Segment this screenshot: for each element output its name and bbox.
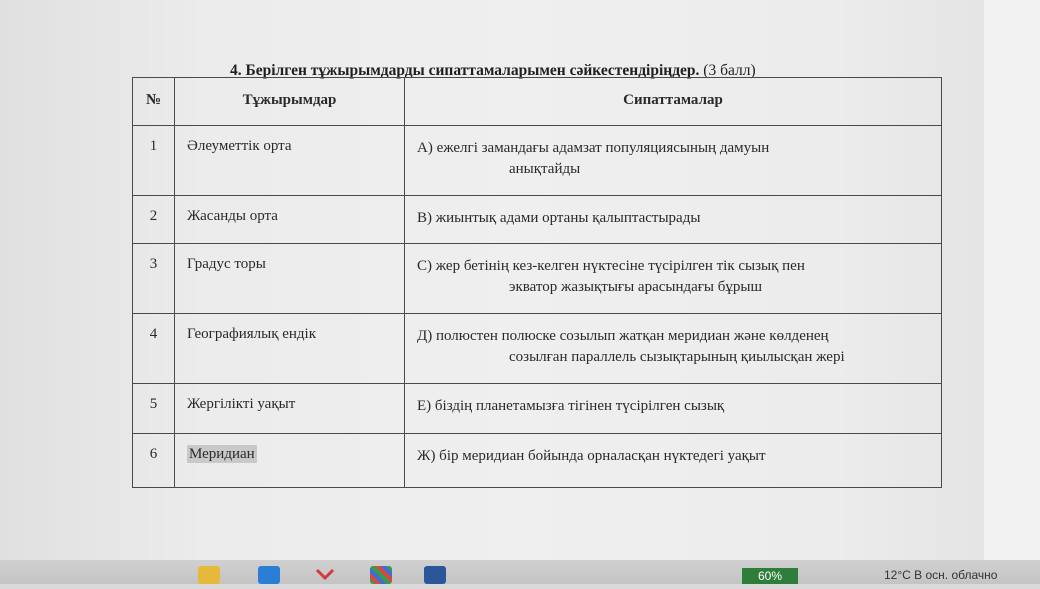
battery-indicator[interactable]: 60% bbox=[742, 568, 798, 584]
row-description bbox=[405, 126, 942, 196]
task-number: 4. bbox=[230, 62, 242, 79]
row-description bbox=[405, 384, 942, 434]
table-row bbox=[133, 244, 942, 314]
taskbar bbox=[0, 560, 1040, 584]
matching-table bbox=[132, 77, 942, 488]
table-row bbox=[133, 434, 942, 488]
table-row bbox=[133, 196, 942, 244]
row-statement: Градус торы bbox=[175, 244, 405, 314]
header-descriptions: Сипаттамалар bbox=[405, 78, 942, 126]
row-statement: Жасанды орта bbox=[175, 196, 405, 244]
row-statement: Географиялық ендік bbox=[175, 314, 405, 384]
app-grid-icon[interactable] bbox=[370, 566, 392, 584]
highlighted-statement: Меридиан bbox=[189, 446, 255, 462]
description-line: Е) біздің планетамызға тігінен түсірілген сызық bbox=[417, 398, 725, 414]
table-row bbox=[133, 126, 942, 196]
weather-widget[interactable]: 12°C В осн. облачно bbox=[884, 568, 998, 582]
word-icon[interactable] bbox=[424, 566, 446, 584]
row-description bbox=[405, 244, 942, 314]
description-line: созылған параллель сызықтарының қиылысқан жері bbox=[509, 349, 845, 365]
row-number: 5 bbox=[133, 384, 175, 434]
description-line: Ж) бір меридиан бойында орналасқан нүктедегі уақыт bbox=[417, 448, 766, 464]
description-line: А) ежелгі замандағы адамзат популяциясының дамуын bbox=[417, 140, 770, 156]
header-number: № bbox=[133, 78, 175, 126]
task-text: Берілген тұжырымдарды сипаттамаларымен сәйкестендіріңдер. bbox=[245, 62, 700, 79]
task-points: (3 балл) bbox=[703, 62, 756, 79]
row-description bbox=[405, 434, 942, 488]
row-description bbox=[405, 196, 942, 244]
header-statements: Тұжырымдар bbox=[175, 78, 405, 126]
description-line: Д) полюстен полюске созылып жатқан меридиан және көлденең bbox=[417, 328, 829, 344]
row-number: 1 bbox=[133, 126, 175, 196]
description-line: С) жер бетінің кез-келген нүктесіне түсірілген тік сызық пен bbox=[417, 258, 805, 274]
table-row bbox=[133, 314, 942, 384]
row-number: 6 bbox=[133, 434, 175, 488]
row-statement bbox=[175, 434, 405, 488]
row-statement: Жергілікті уақыт bbox=[175, 384, 405, 434]
store-icon[interactable] bbox=[258, 566, 280, 584]
table-header-row bbox=[133, 78, 942, 126]
description-line: В) жиынтық адами ортаны қалыптастырады bbox=[417, 210, 701, 226]
description-line: анықтайды bbox=[509, 161, 581, 177]
description-line: экватор жазықтығы арасындағы бұрыш bbox=[509, 279, 763, 295]
page-edge bbox=[984, 0, 1040, 560]
row-statement: Әлеуметтік орта bbox=[175, 126, 405, 196]
row-description bbox=[405, 314, 942, 384]
row-number: 4 bbox=[133, 314, 175, 384]
row-number: 3 bbox=[133, 244, 175, 314]
mail-icon[interactable] bbox=[314, 566, 336, 584]
row-number: 2 bbox=[133, 196, 175, 244]
file-explorer-icon[interactable] bbox=[198, 566, 220, 584]
table-row bbox=[133, 384, 942, 434]
